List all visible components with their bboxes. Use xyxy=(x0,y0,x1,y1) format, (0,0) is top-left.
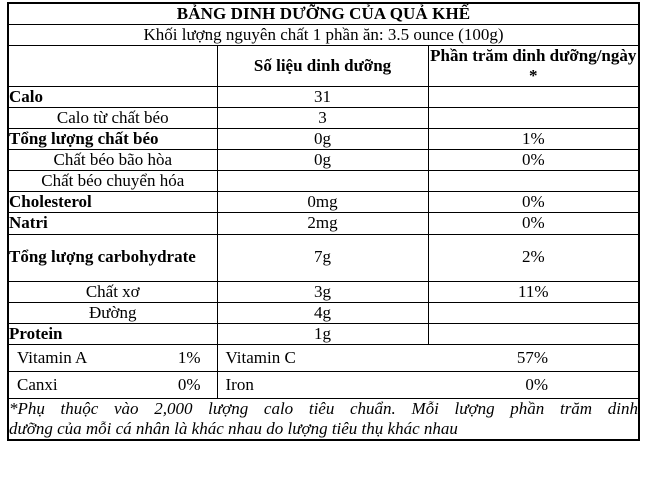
nutrient-amount: 3g xyxy=(217,281,428,302)
nutrient-daily-value: 2% xyxy=(428,234,638,281)
nutrient-daily-value xyxy=(428,171,638,192)
serving-row xyxy=(9,25,639,46)
column-header-row xyxy=(9,46,639,87)
nutrient-name: Tổng lượng chất béo xyxy=(9,129,218,150)
vitamin-right-cell xyxy=(217,344,638,371)
nutrient-amount: 1g xyxy=(217,323,428,344)
vitamin-percent: 1% xyxy=(177,347,201,367)
nutrient-name: Đường xyxy=(9,302,218,323)
table-row xyxy=(9,192,639,213)
table-body xyxy=(9,4,639,440)
nutrient-name: Calo xyxy=(9,87,218,108)
vitamin-right-cell xyxy=(217,371,638,398)
vitamin-name: Iron xyxy=(225,374,254,394)
nutrient-name: Cholesterol xyxy=(9,192,218,213)
header-nutrient xyxy=(9,46,218,87)
nutrient-daily-value: 0% xyxy=(428,150,638,171)
footnote-line-2: dưỡng của mỗi cá nhân là khác nhau do lượng tiêu thụ khác nhau xyxy=(9,418,458,438)
vitamin-row xyxy=(9,344,639,371)
nutrient-daily-value xyxy=(428,302,638,323)
table-row xyxy=(9,129,639,150)
nutrient-daily-value xyxy=(428,108,638,129)
nutrient-amount: 7g xyxy=(217,234,428,281)
label-title: BẢNG DINH DƯỠNG CỦA QUẢ KHẾ xyxy=(9,4,639,25)
serving-size-text: Khối lượng nguyên chất 1 phần ăn: 3.5 ounce (100g) xyxy=(9,25,639,46)
table-row xyxy=(9,234,639,281)
nutrient-daily-value: 0% xyxy=(428,213,638,234)
table-row xyxy=(9,108,639,129)
vitamin-percent: 57% xyxy=(516,347,548,367)
table-row xyxy=(9,302,639,323)
nutrition-facts-label xyxy=(7,2,640,441)
table-row xyxy=(9,171,639,192)
vitamin-left-cell xyxy=(9,344,218,371)
nutrient-daily-value xyxy=(428,323,638,344)
table-row xyxy=(9,281,639,302)
table-row xyxy=(9,213,639,234)
title-row xyxy=(9,4,639,25)
nutrient-amount: 0g xyxy=(217,129,428,150)
vitamin-name: Vitamin A xyxy=(17,347,88,367)
nutrition-facts-table xyxy=(8,3,639,440)
nutrient-amount xyxy=(217,171,428,192)
header-daily-value: Phần trăm dinh dưỡng/ngày * xyxy=(428,46,638,87)
table-row xyxy=(9,87,639,108)
footnote-text xyxy=(9,398,639,439)
nutrient-name: Chất xơ xyxy=(9,281,218,302)
nutrient-amount: 2mg xyxy=(217,213,428,234)
nutrient-name: Chất béo chuyển hóa xyxy=(9,171,218,192)
header-amount: Số liệu dinh dưỡng xyxy=(217,46,428,87)
nutrient-amount: 31 xyxy=(217,87,428,108)
footnote-line-1: *Phụ thuộc vào 2,000 lượng calo tiêu chuẩn. Mỗi lượng phần trăm dinh xyxy=(9,398,638,418)
nutrient-daily-value: 1% xyxy=(428,129,638,150)
nutrient-name: Protein xyxy=(9,323,218,344)
vitamin-percent: 0% xyxy=(177,374,201,394)
nutrient-name: Calo từ chất béo xyxy=(9,108,218,129)
footnote-row xyxy=(9,398,639,439)
nutrient-name: Chất béo bão hòa xyxy=(9,150,218,171)
table-row xyxy=(9,323,639,344)
table-row xyxy=(9,150,639,171)
nutrient-amount: 3 xyxy=(217,108,428,129)
vitamin-name: Vitamin C xyxy=(225,347,296,367)
nutrient-daily-value: 0% xyxy=(428,192,638,213)
vitamin-row xyxy=(9,371,639,398)
nutrient-amount: 4g xyxy=(217,302,428,323)
nutrient-daily-value xyxy=(428,87,638,108)
vitamin-name: Canxi xyxy=(17,374,58,394)
nutrient-name: Natri xyxy=(9,213,218,234)
nutrient-amount: 0mg xyxy=(217,192,428,213)
vitamin-left-cell xyxy=(9,371,218,398)
nutrient-name: Tổng lượng carbohydrate xyxy=(9,234,218,281)
vitamin-percent: 0% xyxy=(525,374,548,394)
nutrient-amount: 0g xyxy=(217,150,428,171)
nutrient-daily-value: 11% xyxy=(428,281,638,302)
